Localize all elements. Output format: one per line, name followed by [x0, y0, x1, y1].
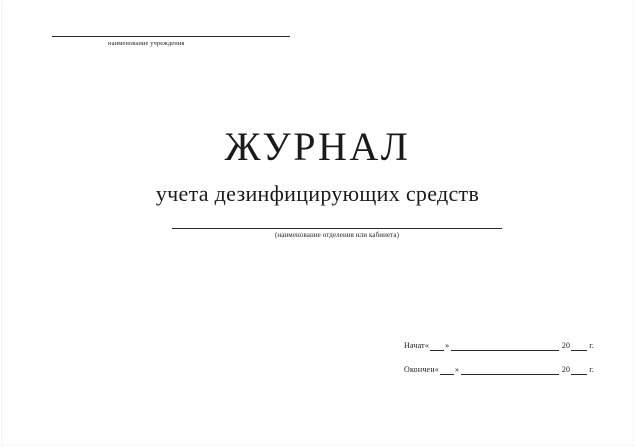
start-quote-open: « — [424, 341, 430, 350]
institution-field — [52, 36, 290, 48]
end-quote-close: » — [455, 365, 460, 374]
end-year-prefix: 20 — [561, 365, 571, 374]
start-year-write-in[interactable] — [571, 342, 587, 351]
page-title: ЖУРНАЛ — [224, 124, 411, 169]
end-year-write-in[interactable] — [571, 366, 587, 375]
department-caption: (наименование отделения или кабинета) — [274, 231, 400, 239]
end-month-write-in[interactable] — [461, 366, 559, 375]
end-day-write-in[interactable] — [440, 366, 454, 375]
end-date-row — [404, 364, 594, 375]
start-date-row — [404, 340, 594, 351]
start-year-suffix: г. — [589, 341, 594, 350]
start-year-prefix: 20 — [561, 341, 571, 350]
institution-caption: наименование учреждения — [108, 40, 185, 47]
start-date-label: Начат — [404, 341, 425, 350]
end-date-label: Окончен — [404, 365, 435, 374]
start-quote-close: » — [445, 341, 450, 350]
institution-write-in-line[interactable] — [52, 36, 290, 37]
department-write-in-line[interactable] — [172, 228, 502, 229]
start-month-write-in[interactable] — [451, 342, 559, 351]
page-subtitle: учета дезинфицирующих средств — [155, 181, 480, 206]
end-year-suffix: г. — [589, 365, 594, 374]
start-day-write-in[interactable] — [430, 342, 444, 351]
end-quote-open: « — [434, 365, 439, 374]
date-fields — [404, 340, 594, 388]
department-field — [172, 228, 502, 240]
